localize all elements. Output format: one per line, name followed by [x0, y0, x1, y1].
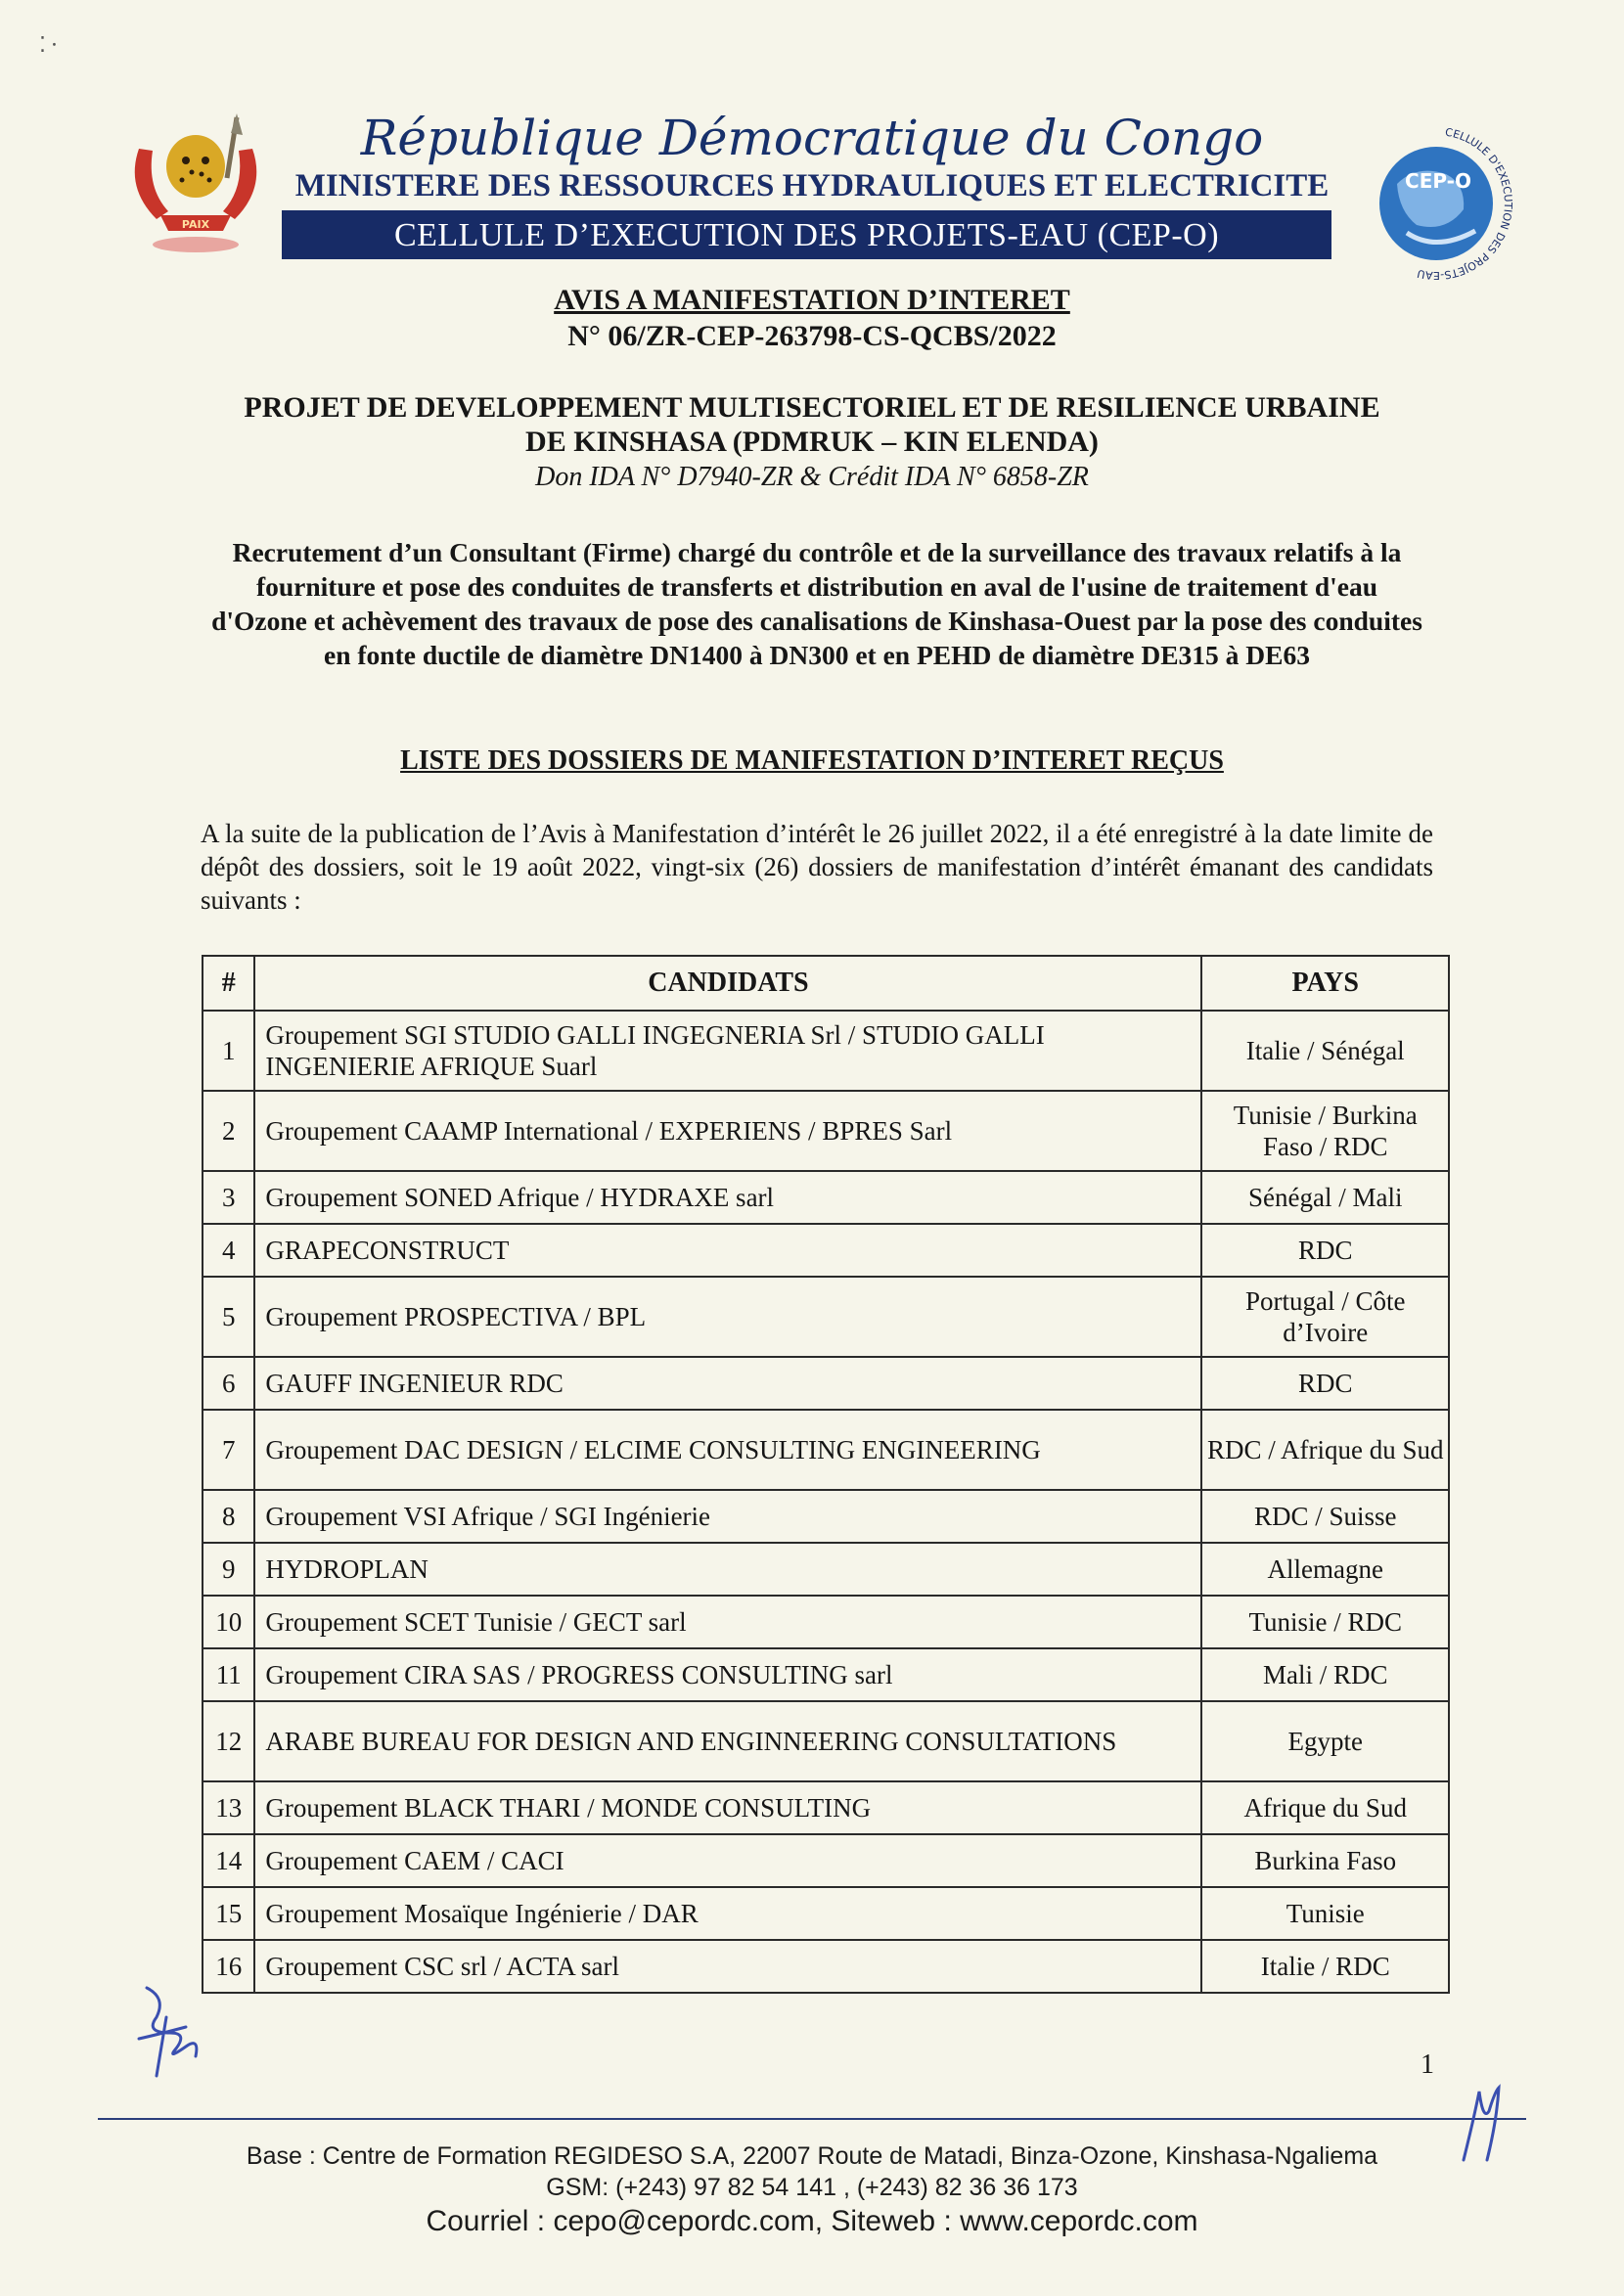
table-row — [203, 1091, 1449, 1171]
row-number: 4 — [203, 1224, 254, 1277]
row-country: Burkina Faso — [1201, 1834, 1449, 1887]
row-candidate: GAUFF INGENIEUR RDC — [254, 1357, 1201, 1410]
row-country: RDC / Afrique du Sud — [1201, 1410, 1449, 1490]
row-candidate: Groupement SCET Tunisie / GECT sarl — [254, 1596, 1201, 1648]
table-row — [203, 1543, 1449, 1596]
row-country: Mali / RDC — [1201, 1648, 1449, 1701]
project-title-line2: DE KINSHASA (PDMRUK – KIN ELENDA) — [525, 426, 1099, 458]
table-row — [203, 1701, 1449, 1781]
row-country: Tunisie — [1201, 1887, 1449, 1940]
row-country: Portugal / Côte d’Ivoire — [1201, 1277, 1449, 1357]
row-number: 11 — [203, 1648, 254, 1701]
row-country: Italie / Sénégal — [1201, 1011, 1449, 1091]
row-candidate: Groupement CAAMP International / EXPERIENS / BPRES Sarl — [254, 1091, 1201, 1171]
row-country: Allemagne — [1201, 1543, 1449, 1596]
table-row — [203, 1224, 1449, 1277]
table-row — [203, 1357, 1449, 1410]
header-pays: PAYS — [1201, 956, 1449, 1011]
funding-reference: Don IDA N° D7940-ZR & Crédit IDA N° 6858-ZR — [535, 462, 1089, 492]
cep-o-logo-icon — [1348, 115, 1524, 292]
row-number: 8 — [203, 1490, 254, 1543]
table-row — [203, 1410, 1449, 1490]
table-row — [203, 1596, 1449, 1648]
row-candidate: Groupement VSI Afrique / SGI Ingénierie — [254, 1490, 1201, 1543]
recruitment-description: Recrutement d’un Consultant (Firme) chargé du contrôle et de la surveillance des travaux relatifs à la fourniture et pose des conduites de transferts et distribution en aval de l'usine de traitement d'eau d'Ozone et achèvement des travaux de pose des canalisations de Kinshasa-Ouest par la pose des conduites en fonte ductile de diamètre DN1400 à DN300 et en PEHD de diamètre DE315 à DE63 — [211, 537, 1422, 670]
row-candidate: Groupement SONED Afrique / HYDRAXE sarl — [254, 1171, 1201, 1224]
row-number: 7 — [203, 1410, 254, 1490]
table-row — [203, 1648, 1449, 1701]
intro-paragraph: A la suite de la publication de l’Avis à Manifestation d’intérêt le 26 juillet 2022, il a été enregistré à la date limite de dépôt des dossiers, soit le 19 août 2022, vingt-six (26) dossiers de manifestation d’intérêt émanant des candidats suivants : — [201, 819, 1433, 915]
row-country: Tunisie / RDC — [1201, 1596, 1449, 1648]
page-number: 1 — [1421, 2049, 1434, 2080]
row-number: 2 — [203, 1091, 254, 1171]
footer-address: Base : Centre de Formation REGIDESO S.A, 22007 Route de Matadi, Binza-Ozone, Kinshasa-Ngaliema — [246, 2142, 1378, 2170]
row-number: 12 — [203, 1701, 254, 1781]
list-title: LISTE DES DOSSIERS DE MANIFESTATION D’INTERET REÇUS — [400, 745, 1224, 776]
table-row — [203, 1887, 1449, 1940]
footer-divider — [98, 2118, 1526, 2120]
row-candidate: Groupement DAC DESIGN / ELCIME CONSULTING ENGINEERING — [254, 1410, 1201, 1490]
svg-text:CEP-O: CEP-O — [1405, 169, 1471, 193]
row-candidate: ARABE BUREAU FOR DESIGN AND ENGINNEERING CONSULTATIONS — [254, 1701, 1201, 1781]
footer-contact: Courriel : cepo@cepordc.com, Siteweb : www.cepordc.com — [426, 2205, 1198, 2237]
notice-title: AVIS A MANIFESTATION D’INTERET — [554, 284, 1070, 316]
row-candidate: HYDROPLAN — [254, 1543, 1201, 1596]
footer-phone: GSM: (+243) 97 82 54 141 , (+243) 82 36 36 173 — [546, 2174, 1078, 2201]
row-country: Egypte — [1201, 1701, 1449, 1781]
row-country: Sénégal / Mali — [1201, 1171, 1449, 1224]
row-number: 15 — [203, 1887, 254, 1940]
row-number: 3 — [203, 1171, 254, 1224]
row-number: 10 — [203, 1596, 254, 1648]
row-country: Italie / RDC — [1201, 1940, 1449, 1993]
row-candidate: Groupement CSC srl / ACTA sarl — [254, 1940, 1201, 1993]
row-candidate: Groupement SGI STUDIO GALLI INGEGNERIA Srl / STUDIO GALLI INGENIERIE AFRIQUE Suarl — [254, 1011, 1201, 1091]
initials-signature-icon — [127, 1978, 215, 2086]
table-header-row — [203, 956, 1449, 1011]
row-number: 13 — [203, 1781, 254, 1834]
header-candidats: CANDIDATS — [254, 956, 1201, 1011]
table-row — [203, 1277, 1449, 1357]
row-number: 1 — [203, 1011, 254, 1091]
row-number: 5 — [203, 1277, 254, 1357]
ministry-title: MINISTERE DES RESSOURCES HYDRAULIQUES ET ELECTRICITE — [294, 168, 1330, 203]
row-candidate: GRAPECONSTRUCT — [254, 1224, 1201, 1277]
notice-number: N° 06/ZR-CEP-263798-CS-QCBS/2022 — [567, 320, 1057, 352]
table-row — [203, 1171, 1449, 1224]
row-candidate: Groupement BLACK THARI / MONDE CONSULTING — [254, 1781, 1201, 1834]
coat-of-arms-icon — [117, 110, 274, 256]
cell-banner: CELLULE D’EXECUTION DES PROJETS-EAU (CEP-O) — [282, 210, 1331, 259]
row-number: 9 — [203, 1543, 254, 1596]
table-row — [203, 1781, 1449, 1834]
row-number: 6 — [203, 1357, 254, 1410]
row-country: RDC — [1201, 1357, 1449, 1410]
row-country: Tunisie / Burkina Faso / RDC — [1201, 1091, 1449, 1171]
svg-text:PAIX: PAIX — [181, 218, 210, 231]
table-row — [203, 1940, 1449, 1993]
row-candidate: Groupement Mosaïque Ingénierie / DAR — [254, 1887, 1201, 1940]
svg-text:CELLULE D'EXECUTION DES PROJET: CELLULE D'EXECUTION DES PROJETS-EAU — [1416, 125, 1515, 283]
candidates-table — [202, 955, 1450, 1994]
republic-title: République Démocratique du Congo — [360, 110, 1264, 166]
row-candidate: Groupement CIRA SAS / PROGRESS CONSULTING sarl — [254, 1648, 1201, 1701]
table-row — [203, 1011, 1449, 1091]
row-country: RDC — [1201, 1224, 1449, 1277]
scan-marks: ⁚ ⸱ — [39, 32, 58, 57]
table-row — [203, 1490, 1449, 1543]
row-country: Afrique du Sud — [1201, 1781, 1449, 1834]
project-title-line1: PROJET DE DEVELOPPEMENT MULTISECTORIEL ET DE RESILIENCE URBAINE — [244, 391, 1380, 424]
header-number: # — [203, 956, 254, 1011]
row-candidate: Groupement CAEM / CACI — [254, 1834, 1201, 1887]
row-number: 16 — [203, 1940, 254, 1993]
row-number: 14 — [203, 1834, 254, 1887]
row-country: RDC / Suisse — [1201, 1490, 1449, 1543]
row-candidate: Groupement PROSPECTIVA / BPL — [254, 1277, 1201, 1357]
table-row — [203, 1834, 1449, 1887]
